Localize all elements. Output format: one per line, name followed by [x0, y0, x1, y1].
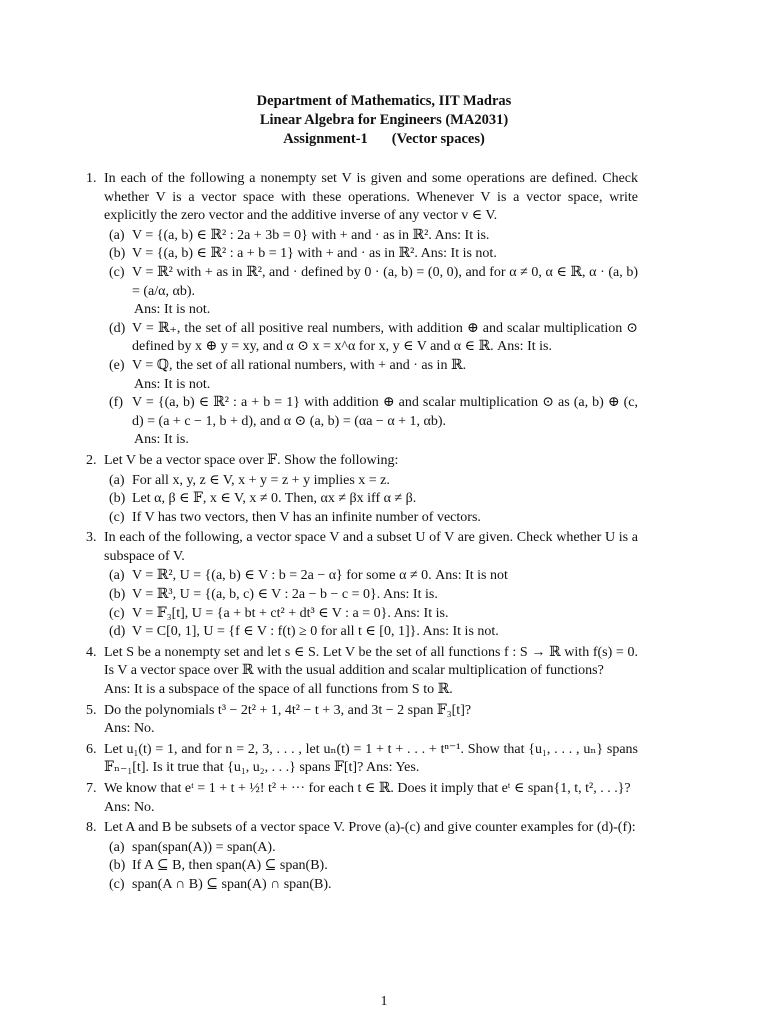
sub-question-list	[104, 839, 638, 895]
question-number: 2.	[86, 452, 97, 468]
sub-question-label: (c)	[109, 876, 125, 892]
sub-question-text: Let α, β ∈ 𝔽, x ∈ V, x ≠ 0. Then, αx ≠ βx iff α ≠ β.	[132, 491, 417, 507]
sub-question-label: (d)	[109, 624, 126, 640]
sub-question	[104, 357, 638, 394]
sub-question-text: span(span(A)) = span(A).	[132, 839, 276, 855]
sub-question-text: V = C[0, 1], U = {f ∈ V : f(t) ≥ 0 for all t ∈ [0, 1]}. Ans: It is not.	[132, 624, 499, 640]
department-line: Department of Mathematics, IIT Madras	[256, 93, 512, 109]
answer-text: Ans: It is a subspace of the space of all functions from S to ℝ.	[104, 682, 453, 698]
answer-text: Ans: It is not.	[134, 302, 211, 318]
answer-text: Ans: No.	[104, 721, 155, 737]
sub-question-text: V = ℝ² with + as in ℝ², and · defined by 0 · (a, b) = (0, 0), and for α ≠ 0, α ∈ ℝ, α · (a, b) = (a/α, αb).	[132, 264, 638, 299]
sub-question-text: V = ℝ², U = {(a, b) ∈ V : b = 2a − α} for some α ≠ 0. Ans: It is not	[132, 568, 508, 584]
sub-question	[104, 839, 638, 858]
sub-question-text: V = ℝ³, U = {(a, b, c) ∈ V : 2a − b − c = 0}. Ans: It is.	[132, 587, 438, 603]
sub-question-label: (a)	[109, 839, 125, 855]
sub-question-list	[104, 227, 638, 450]
sub-question	[104, 472, 638, 491]
sub-question-label: (f)	[109, 395, 123, 411]
sub-question-label: (b)	[109, 491, 126, 507]
question-5	[86, 702, 638, 739]
sub-question	[104, 264, 638, 320]
question-text: Let A and B be subsets of a vector space V. Prove (a)-(c) and give counter examples for (d)-(f):	[104, 820, 636, 836]
question-4	[86, 644, 638, 700]
question-1	[86, 170, 638, 450]
sub-question-label: (b)	[109, 246, 126, 262]
sub-question-list	[104, 472, 638, 528]
sub-question-label: (b)	[109, 858, 126, 874]
question-text: Let u₁(t) = 1, and for n = 2, 3, . . . , let uₙ(t) = 1 + t + . . . + tⁿ⁻¹. Show that {u₁, . . . , uₙ} spans 𝔽ₙ₋₁[t]. Is it true that {u₁, u₂, . . .} spans 𝔽[t]? Ans: Yes.	[104, 741, 638, 776]
sub-question-label: (c)	[109, 509, 125, 525]
sub-question-text: If V has two vectors, then V has an infinite number of vectors.	[132, 509, 481, 525]
sub-question-label: (a)	[109, 472, 125, 488]
question-6	[86, 741, 638, 778]
sub-question-text: span(A ∩ B) ⊆ span(A) ∩ span(B).	[132, 876, 332, 892]
sub-question	[104, 245, 638, 264]
question-text: Let S be a nonempty set and let s ∈ S. Let V be the set of all functions f : S → ℝ with f(s) = 0. Is V a vector space over ℝ with the usual addition and scalar multiplication of functions?	[104, 644, 638, 679]
course-title: Linear Algebra for Engineers (MA2031)	[259, 112, 509, 128]
question-text: Do the polynomials t³ − 2t² + 1, 4t² − t + 3, and 3t − 2 span 𝔽₃[t]?	[104, 702, 472, 718]
sub-question-label: (b)	[109, 587, 126, 603]
question-text: In each of the following, a vector space V and a subset U of V are given. Check whether U is a subspace of V.	[104, 530, 638, 564]
sub-question	[104, 320, 638, 357]
sub-question	[104, 227, 638, 246]
assignment-number: Assignment-1	[283, 131, 368, 147]
sub-question-label: (d)	[109, 320, 126, 336]
sub-question	[104, 857, 638, 876]
sub-question-list	[104, 567, 638, 641]
page-number: 1	[380, 994, 388, 1009]
sub-question	[104, 567, 638, 586]
question-8	[86, 819, 638, 894]
sub-question-label: (a)	[109, 227, 125, 243]
answer-text: Ans: It is not.	[134, 376, 211, 392]
sub-question-text: V = {(a, b) ∈ ℝ² : a + b = 1} with + and · as in ℝ². Ans: It is not.	[132, 246, 497, 262]
document-header	[0, 92, 768, 149]
sub-question-text: V = {(a, b) ∈ ℝ² : a + b = 1} with addition ⊕ and scalar multiplication ⊙ as (a, b) ⊕ (c, d) = (a + c − 1, b + d), and α ⊙ (a, b) = (αa − α + 1, αb).	[132, 395, 638, 429]
sub-question	[104, 490, 638, 509]
sub-question	[104, 394, 638, 450]
sub-question	[104, 876, 638, 895]
question-number: 7.	[86, 781, 97, 796]
question-text: In each of the following a nonempty set V is given and some operations are defined. Check whether V is a vector space with these operations. Whenever V is a vector space, write explicitly the zero vector and the additive inverse of any vector v ∈ V.	[104, 171, 638, 224]
sub-question-label: (c)	[109, 264, 125, 280]
sub-question-text: For all x, y, z ∈ V, x + y = z + y implies x = z.	[132, 472, 390, 488]
sub-question-label: (a)	[109, 568, 125, 584]
answer-text: Ans: No.	[104, 799, 155, 815]
sub-question-text: If A ⊆ B, then span(A) ⊆ span(B).	[132, 858, 328, 874]
sub-question-text: V = {(a, b) ∈ ℝ² : 2a + 3b = 0} with + and · as in ℝ². Ans: It is.	[132, 227, 490, 243]
question-number: 3.	[86, 530, 97, 546]
question-text: We know that eᵗ = 1 + t + ½! t² + ··· for each t ∈ ℝ. Does it imply that eᵗ ∈ span{1, t, t², . . .}?	[104, 781, 631, 796]
question-text: Let V be a vector space over 𝔽. Show the following:	[104, 452, 399, 468]
sub-question	[104, 623, 638, 642]
question-2	[86, 452, 638, 527]
sub-question-text: V = 𝔽₃[t], U = {a + bt + ct² + dt³ ∈ V : a = 0}. Ans: It is.	[132, 605, 449, 621]
sub-question-label: (c)	[109, 605, 125, 621]
sub-question	[104, 586, 638, 605]
question-number: 5.	[86, 702, 97, 718]
question-number: 6.	[86, 741, 97, 757]
sub-question-text: V = ℚ, the set of all rational numbers, with + and · as in ℝ.	[132, 357, 467, 373]
question-number: 1.	[86, 171, 97, 186]
answer-text: Ans: It is.	[134, 432, 189, 448]
question-list	[86, 170, 638, 897]
question-7	[86, 780, 638, 817]
sub-question	[104, 605, 638, 624]
question-number: 8.	[86, 820, 97, 836]
sub-question	[104, 509, 638, 528]
sub-question-label: (e)	[109, 357, 125, 373]
sub-question-text: V = ℝ₊, the set of all positive real numbers, with addition ⊕ and scalar multiplication ⊙ defined by x ⊕ y = xy, and α ⊙ x = x^α for x, y ∈ V and α ∈ ℝ. Ans: It is.	[132, 320, 638, 355]
assignment-topic: (Vector spaces)	[391, 131, 485, 147]
question-number: 4.	[86, 644, 97, 660]
assignment-title	[0, 130, 768, 149]
question-3	[86, 529, 638, 642]
